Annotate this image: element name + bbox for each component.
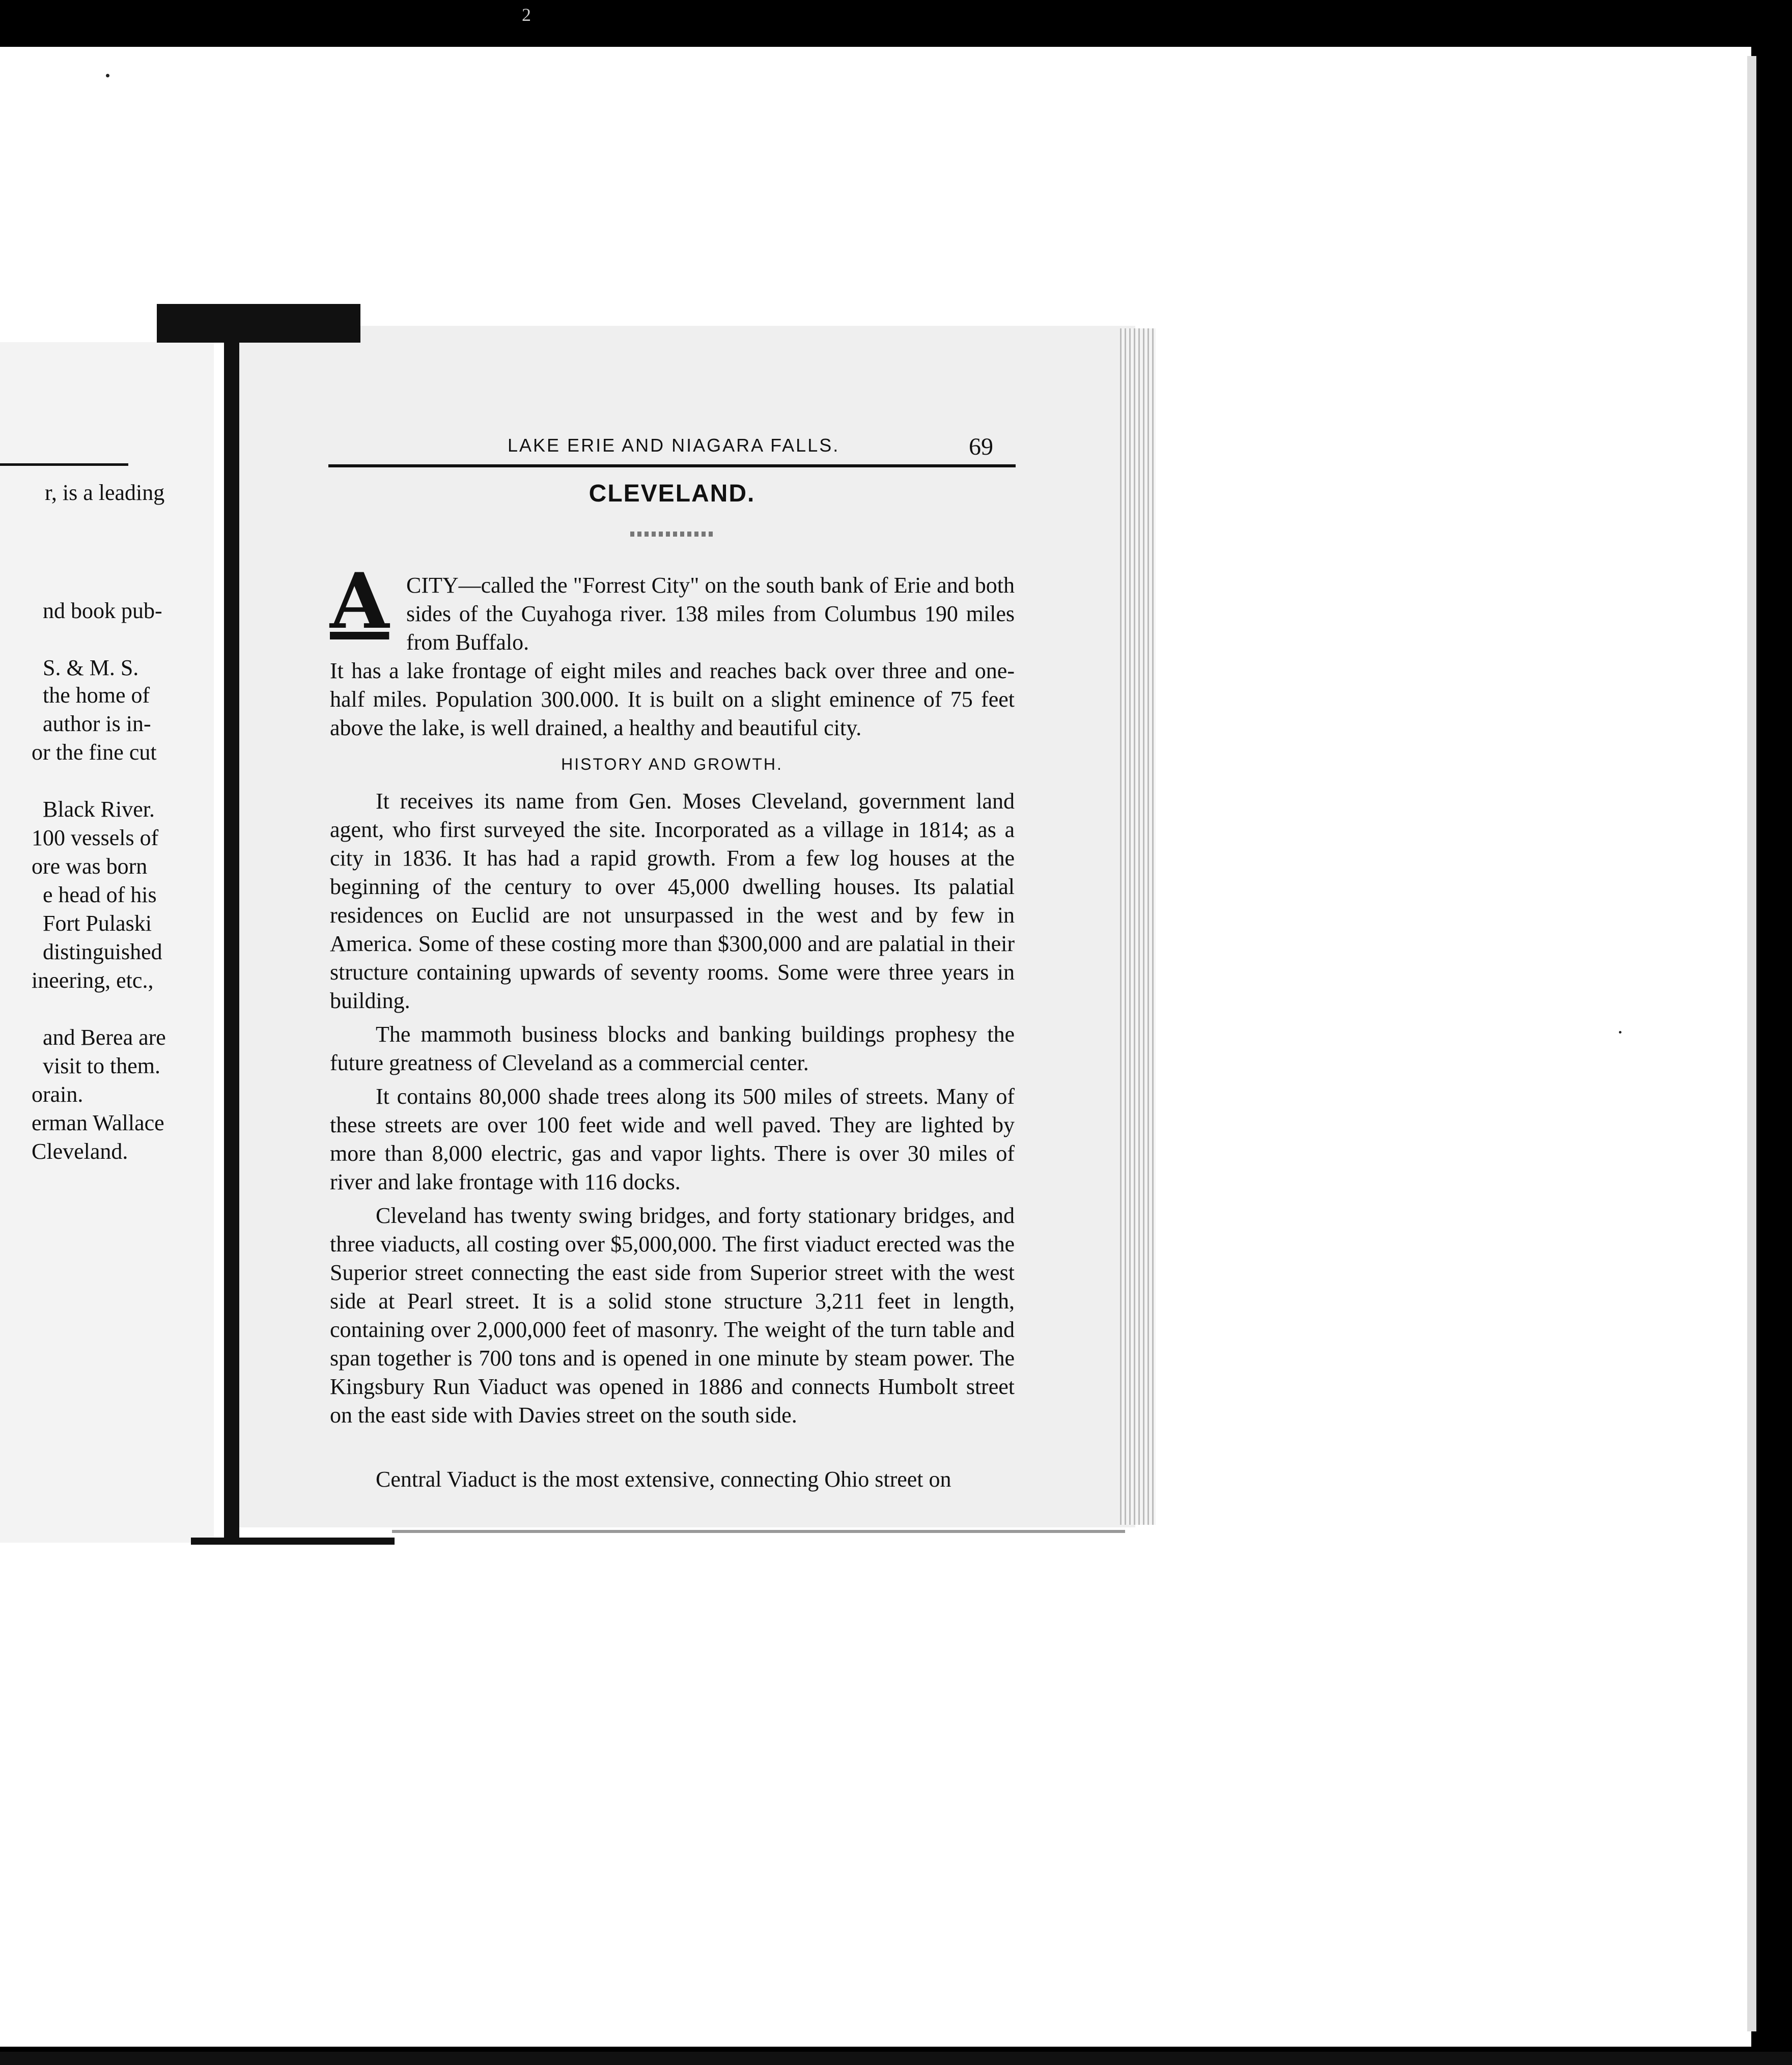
paragraph-intro-hanging: CITY—called the "Forrest City" on the south bank of Erie and both sides of the Cuyahoga river. 138 miles from Columbus 190 miles from Buffalo. xyxy=(406,573,1015,655)
facing-line: nd book pub- xyxy=(43,598,162,623)
facing-line: ore was born xyxy=(32,854,148,879)
facing-line: or the fine cut xyxy=(32,740,157,765)
bookmark-tab xyxy=(157,304,360,343)
running-head: LAKE ERIE AND NIAGARA FALLS. xyxy=(508,435,840,456)
scanner-border-top xyxy=(0,0,1792,48)
section-heading: HISTORY AND GROWTH. xyxy=(561,755,783,773)
facing-line: orain. xyxy=(32,1082,83,1107)
facing-line: Fort Pulaski xyxy=(43,911,152,936)
facing-line: author is in- xyxy=(43,711,151,736)
page-stack-edges xyxy=(1120,328,1156,1525)
facing-line: erman Wallace xyxy=(32,1110,164,1135)
scanner-border-bottom xyxy=(0,2052,1792,2065)
facing-line: r, is a leading xyxy=(45,480,165,505)
bookmark-foot xyxy=(191,1538,395,1545)
facing-line: the home of xyxy=(43,683,150,708)
facing-line: distinguished xyxy=(43,939,162,964)
title-ornament xyxy=(630,532,716,537)
frame-number: 2 xyxy=(522,5,531,25)
facing-line: Black River. xyxy=(43,797,155,822)
paragraph: Central Viaduct is the most extensive, connecting Ohio street on xyxy=(376,1467,951,1492)
page-number: 69 xyxy=(969,433,993,460)
sheet-edge xyxy=(1747,56,1756,2031)
paragraph: It contains 80,000 shade trees along its 500 miles of streets. Many of these streets are over 100 feet wide and well paved. They are lighted by more than 8,000 electric, gas and vapor lights. There is over 30 miles of river and lake frontage with 116 docks. xyxy=(330,1084,1015,1194)
dust-speck xyxy=(1619,1031,1621,1034)
paragraph: The mammoth business blocks and banking buildings prophesy the future greatness of Cleveland as a commercial center. xyxy=(330,1022,1015,1075)
paragraph: It receives its name from Gen. Moses Cleveland, government land agent, who first surveyed the site. Incorporated as a village in 1814; as a city in 1836. It has had a rapid growth. From a few log houses at the beginning of the century to over 45,000 dwelling houses. Its palatial residences on Euclid are not unsurpassed in the west and by few in America. Some of these costing more than $300,000 and are palatial in their structure containing upwards of seventy rooms. Some were three years in building. xyxy=(330,789,1015,1013)
bookmark-stem xyxy=(224,342,239,1545)
facing-line: ineering, etc., xyxy=(32,968,154,993)
paragraph: Cleveland has twenty swing bridges, and forty stationary bridges, and three viaducts, all costing over $5,000,000. The first viaduct erected was the Superior street connecting the east side from Superior street with the west side at Pearl street. It is a solid stone structure 3,211 feet in length, containing over 2,000,000 feet of masonry. The weight of the turn table and span together is 700 tons and is opened in one minute by steam power. The Kingsbury Run Viaduct was opened in 1886 and connects Humbolt street on the east side with Davies street on the south side. xyxy=(330,1203,1015,1428)
header-rule xyxy=(328,464,1016,467)
facing-line: Cleveland. xyxy=(32,1139,128,1164)
paragraph-intro-rest: It has a lake frontage of eight miles and reaches back over three and one-half miles. Population 300.000. It is built on a slight eminence of 75 feet above the lake, is well drained, a healthy and beautiful city. xyxy=(330,658,1015,740)
dust-speck xyxy=(106,74,109,77)
page-header xyxy=(328,433,1016,463)
page-title: CLEVELAND. xyxy=(589,480,755,507)
drop-cap: A xyxy=(330,556,389,646)
facing-line: e head of his xyxy=(43,882,157,907)
facing-page-rule xyxy=(0,463,128,466)
facing-line: and Berea are xyxy=(43,1025,166,1050)
facing-line: S. & M. S. xyxy=(43,655,139,680)
facing-line: visit to them. xyxy=(43,1053,160,1078)
page-bottom-edge xyxy=(392,1530,1125,1533)
facing-line: 100 vessels of xyxy=(32,825,159,850)
